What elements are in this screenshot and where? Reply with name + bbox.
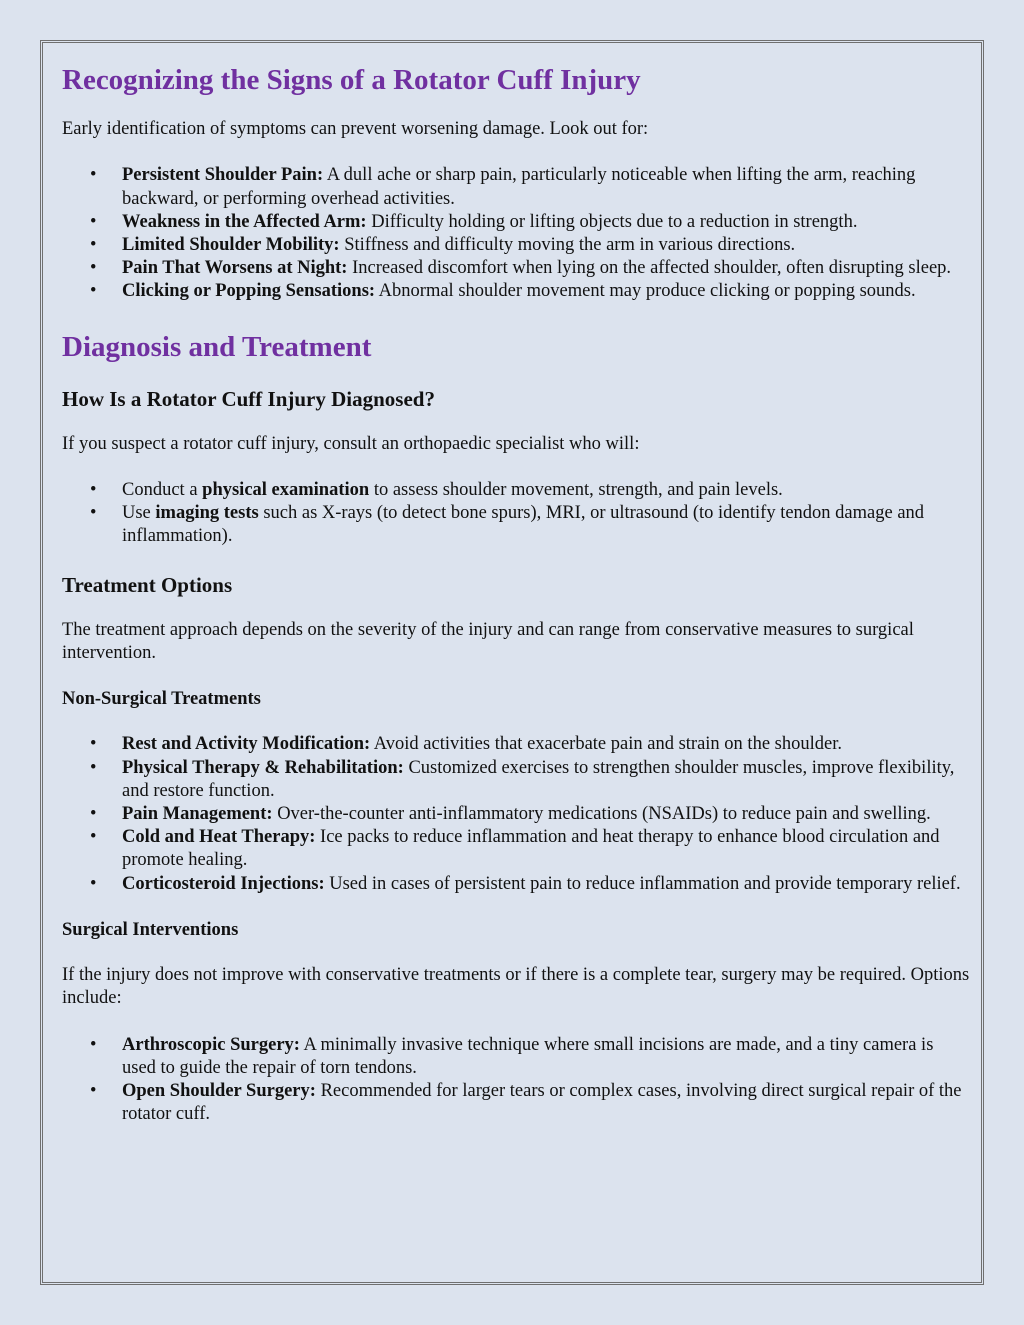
signs-intro: Early identification of symptoms can prevent worsening damage. Look out for: [62, 119, 649, 139]
surgical-list [62, 1034, 971, 1127]
treatment-heading: Treatment Options [62, 572, 233, 597]
surgical-heading: Surgical Interventions [62, 919, 239, 940]
item-post: such as X-rays (to detect bone spurs), MRI, or ultrasound (to identify tendon damage and inflammation). [122, 503, 925, 547]
item-text: Increased discomfort when lying on the affected shoulder, often disrupting sleep. [347, 258, 952, 279]
item-text: Avoid activities that exacerbate pain and strain on the shoulder. [370, 734, 842, 755]
list-item [62, 733, 971, 756]
item-label: Open Shoulder Surgery: [122, 1081, 316, 1102]
item-label: Physical Therapy & Rehabilitation: [122, 757, 404, 778]
item-label: Cold and Heat Therapy: [122, 827, 316, 848]
item-text: A dull ache or sharp pain, particularly noticeable when lifting the arm, reaching backward, or performing overhead activities. [122, 165, 916, 209]
item-label: Pain That Worsens at Night: [122, 258, 348, 279]
item-text: Abnormal shoulder movement may produce clicking or popping sounds. [375, 281, 916, 302]
section-title-diagnosis-treatment: Diagnosis and Treatment [62, 330, 372, 363]
item-label: Persistent Shoulder Pain: [122, 165, 324, 186]
item-label: Corticosteroid Injections: [122, 873, 325, 894]
list-item [62, 1034, 971, 1080]
list-item [62, 826, 971, 872]
treatment-intro: The treatment approach depends on the severity of the injury and can range from conservative measures to surgical intervention. [62, 619, 914, 664]
list-item [62, 257, 971, 280]
page-title: Recognizing the Signs of a Rotator Cuff Injury [62, 64, 641, 96]
item-label: Rest and Activity Modification: [122, 734, 371, 755]
diagnosis-intro: If you suspect a rotator cuff injury, consult an orthopaedic specialist who will: [62, 433, 640, 454]
item-text: Customized exercises to strengthen shoulder muscles, improve flexibility, and restore function. [122, 757, 955, 801]
item-pre: Use [122, 503, 156, 524]
list-item [62, 757, 971, 803]
item-text: Recommended for larger tears or complex cases, involving direct surgical repair of the rotator cuff. [122, 1081, 962, 1125]
item-text: Over-the-counter anti-inflammatory medications (NSAIDs) to reduce pain and swelling. [272, 804, 931, 825]
item-text: Used in cases of persistent pain to reduce inflammation and provide temporary relief. [324, 873, 961, 894]
item-text: A minimally invasive technique where small incisions are made, and a tiny camera is used to guide the repair of torn tendons. [122, 1034, 934, 1078]
item-post: to assess shoulder movement, strength, and pain levels. [369, 480, 783, 501]
list-item [62, 803, 971, 826]
list-item [62, 234, 971, 257]
list-item [62, 873, 971, 896]
surgical-intro: If the injury does not improve with conservative treatments or if there is a complete tear, surgery may be required. Options include: [62, 964, 970, 1009]
item-text: Stiffness and difficulty moving the arm in various directions. [339, 235, 796, 256]
list-item [62, 164, 971, 210]
item-text: Difficulty holding or lifting objects due to a reduction in strength. [366, 211, 858, 232]
non-surgical-heading: Non-Surgical Treatments [62, 689, 261, 710]
item-label: Limited Shoulder Mobility: [122, 235, 340, 256]
item-bold: imaging tests [155, 503, 259, 524]
non-surgical-list [62, 733, 971, 895]
item-pre: Conduct a [122, 480, 203, 501]
list-item [62, 1080, 971, 1126]
item-label: Clicking or Popping Sensations: [122, 281, 376, 302]
item-label: Weakness in the Affected Arm: [122, 211, 367, 232]
document-frame [40, 40, 984, 1285]
item-label: Arthroscopic Surgery: [122, 1034, 300, 1055]
diagnosis-list [62, 479, 971, 549]
item-text: Ice packs to reduce inflammation and heat therapy to enhance blood circulation and promote healing. [122, 827, 940, 871]
list-item [62, 280, 971, 303]
item-bold: physical examination [202, 480, 370, 501]
list-item [62, 502, 971, 548]
document-content [62, 60, 971, 1127]
item-label: Pain Management: [122, 804, 273, 825]
diagnosis-heading: How Is a Rotator Cuff Injury Diagnosed? [62, 386, 435, 411]
list-item [62, 479, 971, 502]
signs-list [62, 164, 971, 303]
list-item [62, 211, 971, 234]
